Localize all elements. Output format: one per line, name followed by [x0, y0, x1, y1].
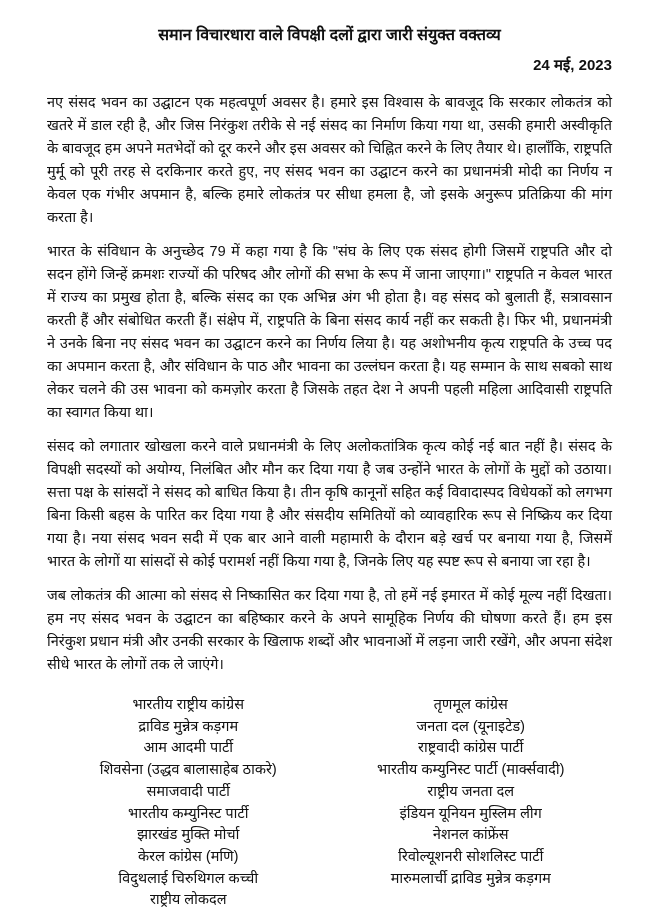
party-name: आम आदमी पार्टी [143, 740, 234, 757]
party-name: जनता दल (यूनाइटेड) [416, 718, 525, 735]
party-name: राष्ट्रीय लोकदल [149, 892, 227, 909]
document-date: 24 मई, 2023 [533, 57, 612, 74]
signatories-list [47, 695, 612, 912]
paragraph-4: जब लोकतंत्र की आत्मा को संसद से निष्कासित कर दिया गया है, तो हमें नई इमारत में कोई मूल्य नहीं दिखता। हम नए संसद भवन के उद्घाटन का बहिष्कार करने के अपने सामूहिक निर्णय की घोषणा करते हैं। हम इस निरंकुश प्रधान मंत्री और उनकी सरकार के खिलाफ शब्दों और भावनाओं में लड़ना जारी रखेंगे, और अपना संदेश सीधे भारत के लोगों तक ले जाएंगे। [47, 588, 612, 673]
signatories-left-column [47, 695, 330, 912]
party-name: नेशनल कांफ्रेंस [432, 827, 509, 844]
paragraph-3: संसद को लगातार खोखला करने वाले प्रधानमंत्री के लिए अलोकतांत्रिक कृत्य कोई नई बात नहीं है। संसद के विपक्षी सदस्यों को अयोग्य, निलंबित और मौन कर दिया गया है जब उन्होंने भारत के लोगों के मुद्दों को उठाया। सत्ता पक्ष के सांसदों ने संसद को बाधित किया है। तीन कृषि कानूनों सहित कई विवादास्पद विधेयकों को लगभग बिना किसी बहस के पारित कर दिया गया है और संसदीय समितियों को व्यावहारिक रूप से निष्क्रिय कर दिया गया है। नया संसद भवन सदी में एक बार आने वाली महामारी के दौरान बड़े खर्च पर बनाया गया है, जिसमें भारत के लोगों या सांसदों से कोई परामर्श नहीं किया गया है, जिनके लिए यह स्पष्ट रूप से बनाया जा रहा है। [47, 439, 612, 570]
party-name: राष्ट्रीय जनता दल [427, 783, 515, 800]
party-name: शिवसेना (उद्धव बालासाहेब ठाकरे) [99, 762, 277, 779]
party-name: भारतीय कम्युनिस्ट पार्टी [128, 805, 249, 822]
party-name: केरल कांग्रेस (मणि) [138, 848, 239, 865]
party-name: द्राविड मुन्नेत्र कड़गम [138, 718, 239, 735]
paragraph-1: नए संसद भवन का उद्घाटन एक महत्वपूर्ण अवसर है। हमारे इस विश्वास के बावजूद कि सरकार लोकतंत्र को खतरे में डाल रही है, और जिस निरंकुश तरीके से नई संसद का निर्माण किया गया था, उसकी हमारी अस्वीकृति के बावजूद हम अपने मतभेदों को दूर करने और इस अवसर को चिह्नित करने के लिए तैयार थे। हालाँकि, राष्ट्रपति मुर्मू को पूरी तरह से दरकिनार करते हुए, नए संसद भवन का उद्घाटन करने का प्रधानमंत्री मोदी का निर्णय न केवल एक गंभीर अपमान है, बल्कि हमारे लोकतंत्र पर सीधा हमला है, जो इसके अनुरूप प्रतिक्रिया की मांग करता है। [47, 95, 612, 226]
party-name: झारखंड मुक्ति मोर्चा [137, 827, 240, 844]
party-name: इंडियन यूनियन मुस्लिम लीग [399, 805, 542, 822]
party-name: राष्ट्रवादी कांग्रेस पार्टी [418, 740, 524, 757]
party-name: विदुथलाई चिरुथिगल कच्ची [118, 870, 259, 887]
document-title: समान विचारधारा वाले विपक्षी दलों द्वारा जारी संयुक्त वक्तव्य [158, 27, 501, 44]
party-name: समाजवादी पार्टी [146, 783, 230, 800]
party-name: मारुमलार्ची द्राविड मुन्नेत्र कड़गम [390, 870, 551, 887]
paragraph-2: भारत के संविधान के अनुच्छेद 79 में कहा गया है कि "संघ के लिए एक संसद होगी जिसमें राष्ट्रपति और दो सदन होंगे जिन्हें क्रमशः राज्यों की परिषद और लोगों की सभा के रूप में जाना जाएगा।" राष्ट्रपति न केवल भारत में राज्य का प्रमुख होता है, बल्कि संसद का एक अभिन्न अंग भी होता है। वह संसद को बुलाती हैं, सत्रावसान करती हैं और संबोधित करती हैं। संक्षेप में, राष्ट्रपति के बिना संसद कार्य नहीं कर सकती है। फिर भी, प्रधानमंत्री ने उनके बिना नए संसद भवन का उद्घाटन करने का निर्णय लिया है। यह अशोभनीय कृत्य राष्ट्रपति के उच्च पद का अपमान करता है, और संविधान के पाठ और भावना का उल्लंघन करता है। यह सम्मान के साथ सबको साथ लेकर चलने की उस भावना को कमज़ोर करता है जिसके तहत देश ने अपनी पहली महिला आदिवासी राष्ट्रपति का स्वागत किया था। [47, 244, 612, 421]
party-name: भारतीय कम्युनिस्ट पार्टी (मार्क्सवादी) [377, 762, 565, 779]
party-name: भारतीय राष्ट्रीय कांग्रेस [132, 697, 245, 713]
party-name: रिवोल्यूशनरी सोशलिस्ट पार्टी [398, 848, 544, 865]
party-name: तृणमूल कांग्रेस [433, 697, 508, 713]
signatories-right-column [330, 695, 613, 912]
